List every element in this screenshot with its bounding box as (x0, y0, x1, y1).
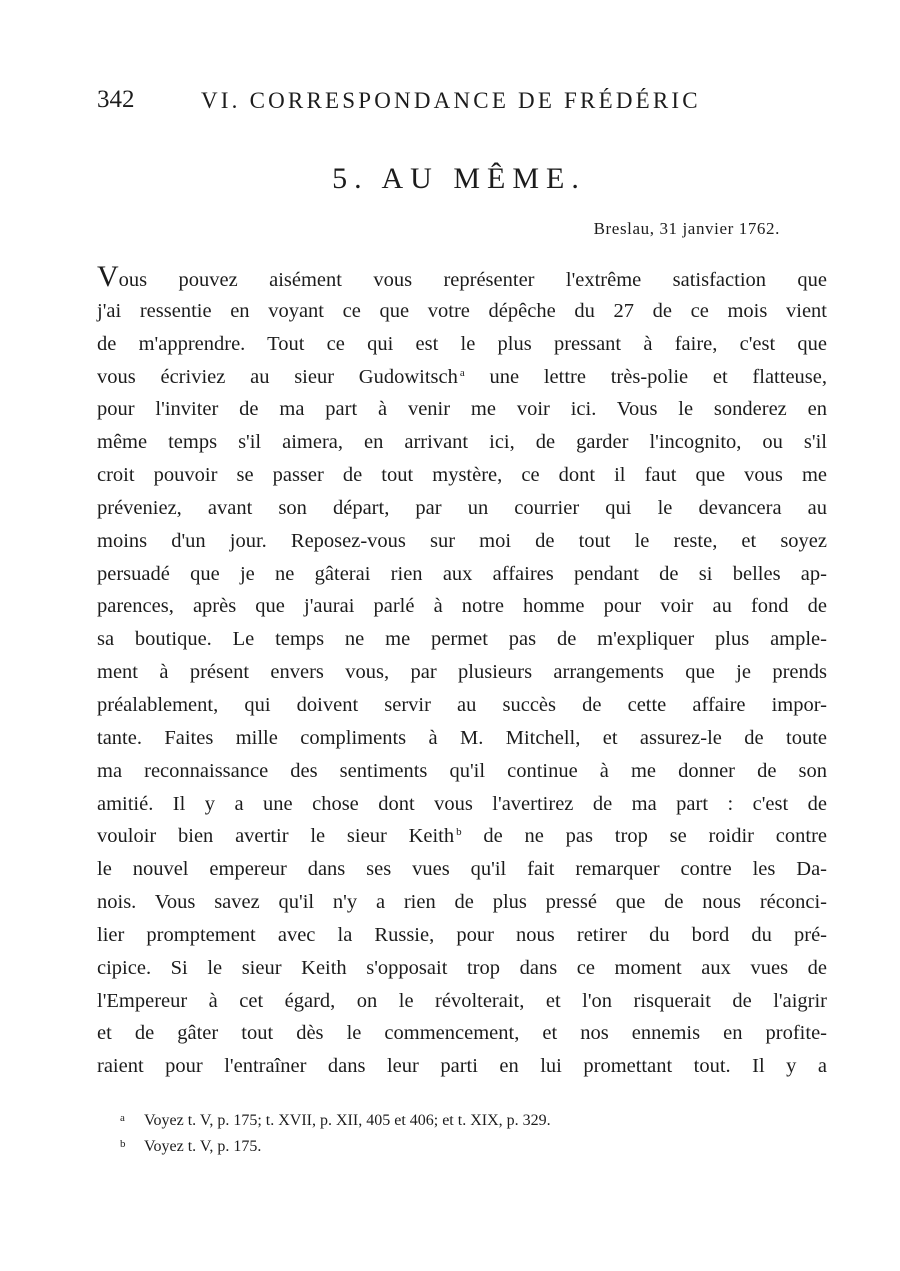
body-line (97, 262, 827, 295)
body-line: moins d'un jour. Reposez-vous sur moi de tout le reste, et soyez (97, 529, 827, 552)
footnotes (120, 1105, 820, 1157)
note-ref-b: b (456, 826, 462, 839)
body-line: tante. Faites mille compliments à M. Mitchell, et assurez-le de toute (97, 726, 827, 749)
body-line: lier promptement avec la Russie, pour nous retirer du bord du pré- (97, 923, 827, 946)
footnote-text: Voyez t. V, p. 175; t. XVII, p. XII, 405 et 406; et t. XIX, p. 329. (144, 1112, 551, 1129)
footnote-mark: a (120, 1112, 125, 1124)
running-head (97, 86, 737, 120)
footnote-text: Voyez t. V, p. 175. (144, 1138, 262, 1155)
body-line: préveniez, avant son départ, par un courrier qui le devancera au (97, 496, 827, 519)
body-line-text: de ne pas trop se roidir contre (483, 825, 828, 848)
running-title: VI. CORRESPONDANCE DE FRÉDÉRIC (201, 88, 701, 113)
drop-initial: V (97, 260, 119, 293)
footnote-mark: b (120, 1138, 126, 1150)
footnote (120, 1105, 820, 1131)
body-line (97, 361, 827, 394)
body-line: ment à présent envers vous, par plusieurs arrangements que je prends (97, 661, 827, 684)
body-line-text: vous écriviez au sieur Gudowitsch (97, 365, 458, 388)
body-line-text: une lettre très-polie et flatteuse, (489, 365, 827, 388)
body-line: pour l'inviter de ma part à venir me voir ici. Vous le sonderez en (97, 398, 827, 421)
body-line-text: ous pouvez aisément vous représenter l'extrême satisfaction que (118, 269, 827, 291)
body-line: raient pour l'entraîner dans leur parti en lui promettant tout. Il y a (97, 1055, 827, 1078)
body-line: j'ai ressentie en voyant ce que votre dépêche du 27 de ce mois vient (97, 299, 827, 322)
body-line: et de gâter tout dès le commencement, et nos ennemis en profite- (97, 1022, 827, 1045)
body-line: persuadé que je ne gâterai rien aux affaires pendant de si belles ap- (97, 562, 827, 585)
letter-body (97, 262, 827, 1083)
body-line: le nouvel empereur dans ses vues qu'il fait remarquer contre les Da- (97, 858, 827, 881)
footnote (120, 1131, 820, 1157)
body-line: nois. Vous savez qu'il n'y a rien de plus pressé que de nous réconci- (97, 891, 827, 914)
body-line: amitié. Il y a une chose dont vous l'avertirez de ma part : c'est de (97, 792, 827, 815)
page-number: 342 (97, 86, 135, 113)
dateline: Breslau, 31 janvier 1762. (593, 219, 780, 238)
note-ref-a: a (459, 366, 465, 379)
body-line (97, 820, 827, 853)
letter-title: 5. AU MÊME. (332, 162, 586, 195)
body-line: préalablement, qui doivent servir au succès de cette affaire impor- (97, 693, 827, 716)
body-line: croit pouvoir se passer de tout mystère, ce dont il faut que vous me (97, 464, 827, 487)
body-line: sa boutique. Le temps ne me permet pas de m'expliquer plus ample- (97, 628, 827, 651)
body-line: même temps s'il aimera, en arrivant ici, de garder l'incognito, ou s'il (97, 431, 827, 454)
body-line: cipice. Si le sieur Keith s'opposait trop dans ce moment aux vues de (97, 956, 827, 979)
body-line: parences, après que j'aurai parlé à notre homme pour voir au fond de (97, 595, 827, 618)
body-line-text: vouloir bien avertir le sieur Keith (97, 825, 455, 848)
body-line: ma reconnaissance des sentiments qu'il continue à me donner de son (97, 759, 827, 782)
body-line: l'Empereur à cet égard, on le révolterait, et l'on risquerait de l'aigrir (97, 989, 827, 1012)
body-line: de m'apprendre. Tout ce qui est le plus pressant à faire, c'est que (97, 332, 827, 355)
